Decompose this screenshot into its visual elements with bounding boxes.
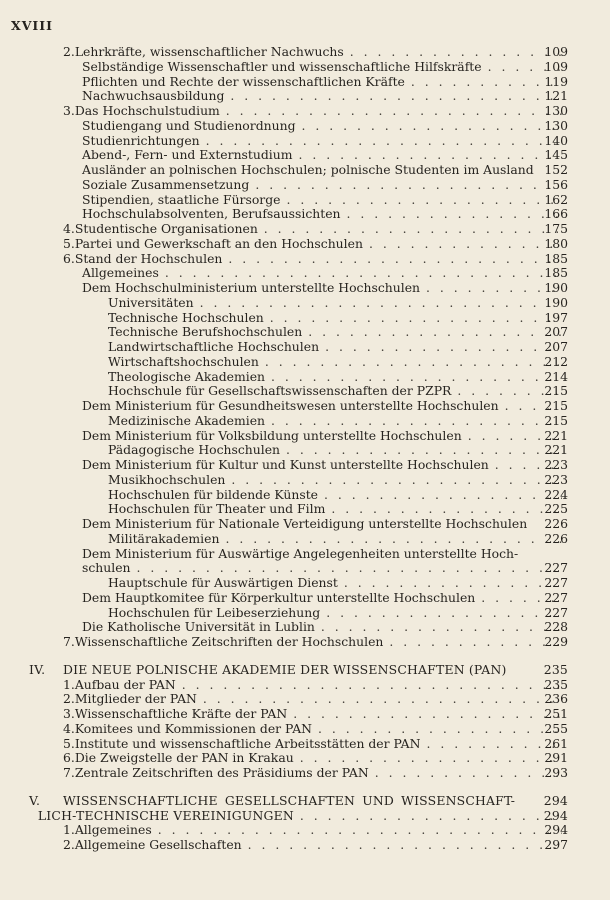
toc-entry: [0, 148, 610, 163]
toc-entry-page: 130: [544, 103, 568, 118]
toc-leader-dots: [389, 635, 562, 650]
toc-entry: [0, 488, 610, 503]
toc-entry-page: 261: [544, 735, 568, 751]
toc-leader-dots: [165, 266, 562, 281]
toc-entry: [0, 429, 610, 444]
toc-entry-page: 227: [544, 604, 568, 620]
toc-entry-page: 215: [544, 383, 568, 399]
toc-entry-title: Medizinische Akademien: [108, 412, 266, 428]
toc-entry: [0, 89, 610, 104]
toc-entry-page: 212: [544, 353, 568, 369]
toc-leader-dots: [203, 692, 562, 707]
toc-entry: [0, 222, 610, 237]
toc-entry-page: 109: [544, 44, 568, 59]
toc-entry: [0, 517, 610, 532]
toc-entry-page: 140: [544, 132, 568, 148]
toc-entry-title: Zentrale Zeitschriften des Präsidiums der PAN: [74, 765, 369, 780]
toc-entry-page: 294: [544, 822, 568, 838]
toc-leader-dots: [300, 809, 562, 824]
toc-entry-page: 223: [544, 471, 568, 487]
toc-entry-title: Dem Hauptkomitee für Körperkultur unterstellte Hochschulen: [82, 589, 476, 605]
toc-entry: [0, 547, 610, 562]
toc-entry-title: Mitglieder der PAN: [74, 691, 197, 707]
toc-entry-page: 185: [544, 250, 568, 266]
toc-leader-dots: [300, 751, 562, 766]
toc-leader-dots: [286, 443, 562, 458]
toc-entry-number: 5.: [63, 235, 75, 251]
toc-entry-page: 152: [544, 162, 568, 177]
toc-entry-page: 297: [544, 837, 568, 852]
toc-entry-title: Dem Hochschulministerium unterstellte Hochschulen: [82, 280, 421, 295]
toc-entry-title: Hochschulen für Theater und Film: [108, 501, 326, 517]
toc-entry: [0, 281, 610, 296]
toc-entry-title: Studentische Organisationen: [74, 221, 258, 236]
toc-entry-page: 156: [544, 176, 568, 192]
toc-leader-dots: [228, 252, 562, 267]
toc-leader-dots: [293, 707, 562, 722]
toc-leader-dots: [331, 502, 562, 517]
toc-entry: [0, 75, 610, 90]
toc-leader-dots: [225, 532, 562, 547]
toc-leader-dots: [308, 325, 562, 340]
toc-entry: [0, 384, 610, 399]
toc-leader-dots: [206, 134, 562, 149]
toc-entry-page: 207: [544, 339, 568, 354]
toc-entry: [0, 591, 610, 606]
toc-entry-title: Wissenschaftliche Kräfte der PAN: [74, 706, 288, 721]
toc-entry: [0, 823, 610, 838]
toc-leader-dots: [271, 414, 562, 429]
toc-leader-dots: [270, 311, 562, 326]
toc-entry-number: 4.: [63, 221, 75, 236]
toc-entry-number: 4.: [63, 720, 75, 736]
toc-entry-page: 251: [544, 706, 568, 721]
toc-entry-page: 228: [544, 619, 568, 635]
toc-entry-page: 175: [544, 221, 568, 236]
toc-entry-page: 180: [544, 235, 568, 251]
toc-leader-dots: [344, 576, 562, 591]
toc-entry: [0, 60, 610, 75]
toc-entry-number: 1.: [63, 676, 75, 692]
toc-entry: [0, 561, 610, 576]
toc-leader-dots: [369, 237, 562, 252]
toc-leader-dots: [182, 678, 562, 693]
toc-entry-page: 214: [544, 368, 568, 384]
toc-entry-title: Stipendien, staatliche Fürsorge: [82, 191, 281, 207]
toc-entry: [0, 473, 610, 488]
toc-leader-dots: [302, 119, 563, 134]
toc-entry: [0, 266, 610, 281]
toc-leader-dots: [299, 148, 563, 163]
toc-entry: [0, 163, 610, 178]
toc-entry-page: 294: [543, 792, 568, 808]
toc-leader-dots: [375, 766, 562, 781]
toc-leader-dots: [230, 89, 562, 104]
toc-entry: [0, 620, 610, 635]
toc-entry: [0, 722, 610, 737]
toc-entry: [0, 737, 610, 752]
toc-entry-page: 255: [544, 720, 568, 736]
toc-entry-title: Technische Hochschulen: [108, 309, 264, 325]
toc-entry-number: 3.: [63, 103, 75, 118]
toc-chapter-entry: [0, 794, 610, 809]
toc-entry-title: Lehrkräfte, wissenschaftlicher Nachwuchs: [74, 44, 344, 59]
toc-entry-number: 5.: [63, 735, 75, 751]
toc-entry-page: 225: [544, 501, 568, 517]
toc-entry-title: Wirtschaftshochschulen: [108, 353, 259, 369]
toc-entry: [0, 252, 610, 267]
toc-entry: [0, 340, 610, 355]
toc-entry-number: 2.: [63, 44, 75, 59]
toc-chapter-entry: [0, 663, 610, 678]
toc-leader-dots: [321, 620, 562, 635]
toc-entry-page: 215: [544, 398, 568, 413]
toc-entry-title: Stand der Hochschulen: [74, 250, 223, 266]
toc-entry-page: 166: [544, 206, 568, 222]
toc-leader-dots: [271, 370, 562, 385]
toc-leader-dots: [264, 222, 562, 237]
toc-entry-title: Hochschule für Gesellschaftswissenschaften der PZPR: [108, 383, 452, 399]
toc-leader-dots: [347, 207, 562, 222]
toc-entry-title: Ausländer an polnischen Hochschulen; polnische Studenten im Ausland: [82, 162, 534, 177]
toc-entry-title: Militärakademien: [108, 530, 220, 546]
toc-entry-page: 197: [544, 309, 568, 325]
toc-leader-dots: [265, 355, 562, 370]
toc-entry-page: 130: [544, 117, 568, 133]
toc-entry: [0, 119, 610, 134]
toc-entry-title: schulen: [82, 560, 131, 576]
toc-entry-title: Die Katholische Universität in Lublin: [82, 619, 315, 635]
toc-entry-page: 235: [544, 676, 568, 692]
toc-entry-number: IV.: [29, 661, 46, 677]
toc-entry-page: 145: [544, 147, 568, 163]
toc-entry-page: 215: [544, 412, 568, 428]
toc-entry-page: 185: [544, 265, 568, 281]
toc-entry: [0, 399, 610, 414]
toc-leader-dots: [248, 838, 562, 853]
toc-entry: [0, 576, 610, 591]
toc-entry-page: 235: [543, 661, 568, 677]
toc-entry-title: Das Hochschulstudium: [74, 103, 220, 118]
toc-leader-dots: [324, 488, 562, 503]
toc-entry-title: Allgemeines: [82, 265, 159, 281]
toc-entry: [0, 838, 610, 853]
toc-entry-title: Universitäten: [108, 294, 194, 310]
toc-entry: [0, 751, 610, 766]
toc-entry-page: 229: [544, 634, 568, 649]
page-number: XVIII: [11, 18, 53, 33]
toc-entry-page: 223: [544, 457, 568, 472]
toc-entry: [0, 355, 610, 370]
toc-entry: [0, 178, 610, 193]
toc-entry: [0, 532, 610, 547]
toc-entry-title: Wissenschaftliche Zeitschriften der Hochschulen: [74, 634, 384, 649]
toc-entry: [0, 104, 610, 119]
toc-entry-page: 293: [544, 765, 568, 780]
section-gap: [0, 781, 610, 794]
toc-entry-title: Theologische Akademien: [108, 368, 266, 384]
toc-entry: [0, 311, 610, 326]
toc-leader-dots: [158, 823, 562, 838]
toc-entry: [0, 207, 610, 222]
toc-entry-page: 190: [544, 294, 568, 310]
toc-entry: [0, 45, 610, 60]
toc-entry: [0, 237, 610, 252]
toc-leader-dots: [286, 193, 562, 208]
toc-entry-title: Studiengang und Studienordnung: [82, 117, 296, 133]
toc-leader-dots: [318, 722, 562, 737]
toc-entry-title: Aufbau der PAN: [74, 676, 176, 692]
toc-entry-title: Dem Ministerium für Nationale Verteidigung unterstellte Hochschulen: [82, 516, 528, 531]
toc-leader-dots: [231, 473, 562, 488]
toc-entry-number: 3.: [63, 706, 75, 721]
toc-entry-title: Dem Ministerium für Kultur und Kunst unterstellte Hochschulen: [82, 457, 489, 472]
section-gap: [0, 650, 610, 663]
toc-entry: [0, 635, 610, 650]
toc-entry-title: Selbständige Wissenschaftler und wissenschaftliche Hilfskräfte: [82, 58, 482, 74]
toc-entry-title: Landwirtschaftliche Hochschulen: [108, 339, 320, 354]
toc-entry-title: Allgemeines: [74, 822, 152, 838]
toc-entry: [0, 296, 610, 311]
toc-entry: [0, 606, 610, 621]
toc-entry: [0, 502, 610, 517]
toc-entry: [0, 193, 610, 208]
toc-entry: [0, 707, 610, 722]
toc-entry: [0, 325, 610, 340]
toc-entry-number: 1.: [63, 822, 75, 838]
toc-entry: [0, 134, 610, 149]
toc-entry: [0, 414, 610, 429]
toc-entry-title: Hauptschule für Auswärtigen Dienst: [108, 575, 338, 590]
toc-entry-page: 236: [544, 691, 568, 707]
toc-entry-page: 121: [544, 88, 568, 104]
toc-entry-page: 291: [544, 750, 568, 766]
toc-entry-title: Abend-, Fern- und Externstudium: [82, 147, 293, 163]
toc-entry-title: Komitees und Kommissionen der PAN: [74, 720, 313, 736]
toc-entry: [0, 370, 610, 385]
toc-entry: [0, 458, 610, 473]
toc-entry-title: Nachwuchsausbildung: [82, 88, 225, 104]
toc-entry-title: Pädagogische Hochschulen: [108, 442, 281, 458]
toc-entry-page: 207: [544, 324, 568, 340]
toc-entry: [0, 678, 610, 693]
toc-entry: [0, 766, 610, 781]
toc-entry-title: LICH-TECHNISCHE VEREINIGUNGEN: [37, 807, 294, 823]
toc-entry-number: 2.: [63, 837, 75, 852]
toc-entry-number: 7.: [63, 634, 75, 649]
toc-entry-page: 119: [544, 73, 568, 89]
toc-chapter-entry: [0, 809, 610, 824]
toc-entry-number: 6.: [63, 250, 75, 266]
toc-leader-dots: [200, 296, 562, 311]
toc-entry-page: 227: [544, 560, 568, 576]
toc-entry-page: 226: [544, 516, 568, 531]
toc-entry-title: Die Zweigstelle der PAN in Krakau: [74, 750, 294, 766]
toc-leader-dots: [255, 178, 562, 193]
toc-entry-title: Technische Berufshochschulen: [108, 324, 303, 340]
toc-entry-title: Hochschulen für bildende Künste: [108, 486, 319, 502]
toc-entry-page: 224: [544, 486, 568, 502]
toc-entry-title: Allgemeine Gesellschaften: [74, 837, 242, 852]
toc-entry-page: 226: [544, 530, 568, 546]
toc-entry: [0, 692, 610, 707]
toc-entry-title: Studienrichtungen: [82, 132, 200, 148]
toc-leader-dots: [350, 45, 562, 60]
toc-leader-dots: [226, 104, 562, 119]
toc-entry-title: Dem Ministerium für Auswärtige Angelegenheiten unterstellte Hoch-: [82, 545, 519, 561]
toc-entry-page: 162: [544, 191, 568, 207]
toc-entry-number: 2.: [63, 691, 75, 707]
toc-entry-number: V.: [29, 792, 41, 808]
toc-entry-page: 294: [543, 807, 568, 823]
toc-leader-dots: [325, 340, 562, 355]
toc-entry-title: Soziale Zusammensetzung: [82, 176, 250, 192]
toc-leader-dots: [137, 561, 562, 576]
toc-leader-dots: [326, 606, 562, 621]
toc-entry-page: 109: [544, 58, 568, 74]
toc-entry-title: WISSENSCHAFTLICHE GESELLSCHAFTEN UND WISSENSCHAFT-: [63, 792, 516, 808]
toc-entry-page: 221: [544, 442, 568, 458]
toc-entry-title: Musikhochschulen: [108, 471, 226, 487]
table-of-contents: [0, 45, 610, 853]
toc-entry-title: Partei und Gewerkschaft an den Hochschulen: [74, 235, 363, 251]
toc-entry-page: 227: [544, 575, 568, 590]
toc-entry-number: 7.: [63, 765, 75, 780]
toc-entry-number: 6.: [63, 750, 75, 766]
toc-entry-title: Hochschulabsolventen, Berufsaussichten: [82, 206, 341, 222]
toc-entry-title: Hochschulen für Leibeserziehung: [108, 604, 321, 620]
toc-entry-title: Dem Ministerium für Volksbildung unterstellte Hochschulen: [82, 427, 462, 443]
toc-entry: [0, 443, 610, 458]
toc-entry-page: 190: [544, 280, 568, 295]
toc-entry-title: Institute und wissenschaftliche Arbeitsstätten der PAN: [74, 735, 421, 751]
toc-entry-page: 221: [544, 427, 568, 443]
toc-entry-title: Pflichten und Rechte der wissenschaftlichen Kräfte: [82, 73, 405, 89]
toc-entry-title: DIE NEUE POLNISCHE AKADEMIE DER WISSENSCHAFTEN (PAN): [63, 661, 507, 677]
toc-entry-page: 227: [544, 589, 568, 605]
toc-entry-title: Dem Ministerium für Gesundheitswesen unterstellte Hochschulen: [82, 398, 499, 413]
